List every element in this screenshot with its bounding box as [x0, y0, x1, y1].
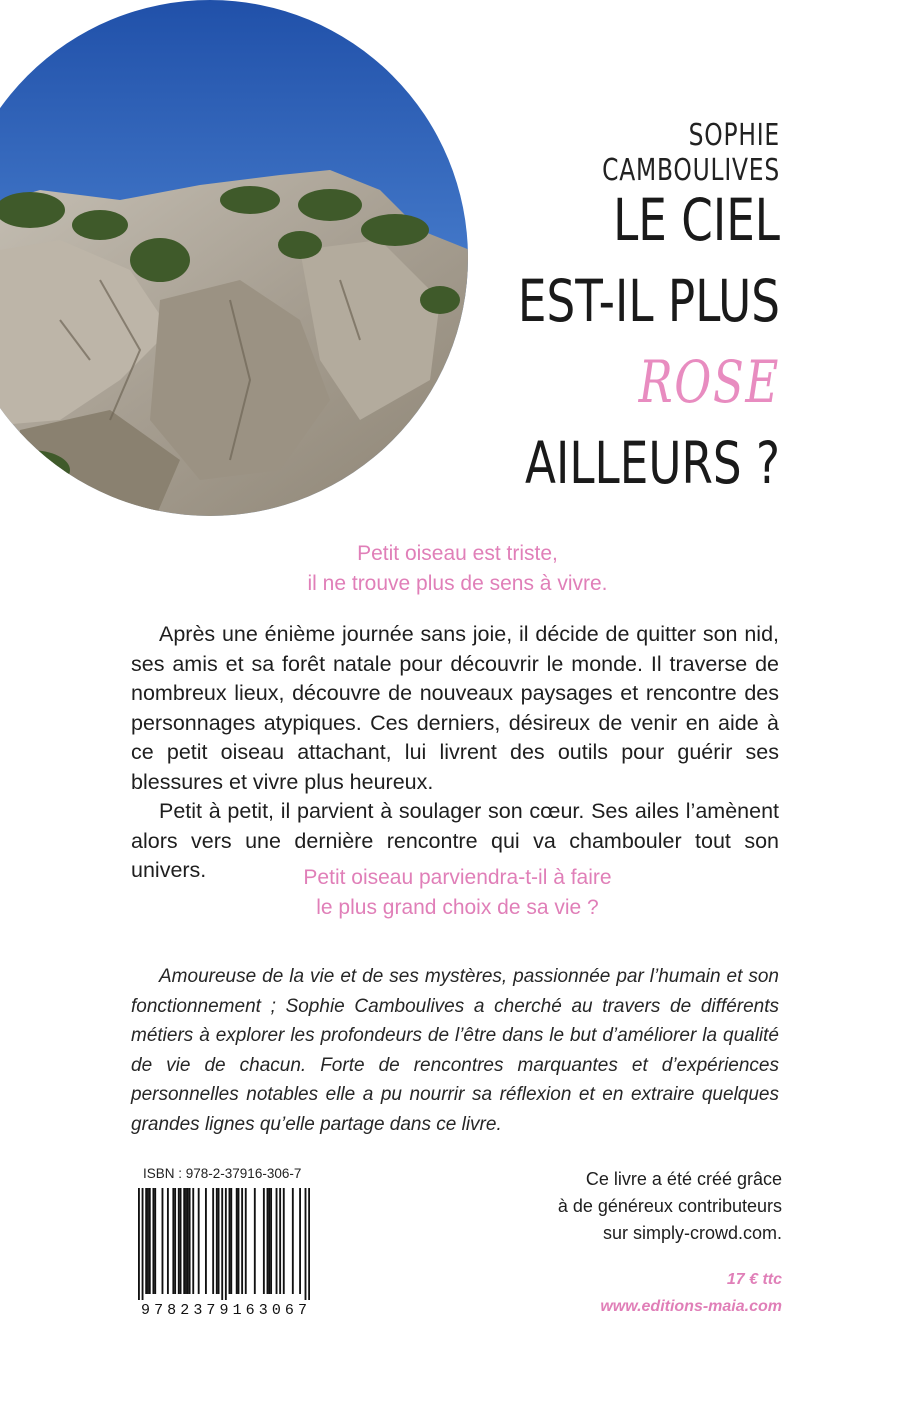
barcode-bar: [183, 1188, 185, 1294]
tagline-top-line-1: Petit oiseau est triste,: [357, 542, 558, 565]
summary: [131, 620, 779, 886]
barcode-bar: [167, 1188, 169, 1294]
credits-line-2: à de généreux contributeurs: [557, 1196, 782, 1216]
barcode: [138, 1188, 310, 1318]
barcode-bar: [283, 1188, 285, 1294]
barcode-bar: [276, 1188, 278, 1294]
barcode-bar: [254, 1188, 256, 1294]
tagline-top-line-2: il ne trouve plus de sens à vivre.: [307, 572, 608, 595]
barcode-bar: [225, 1188, 227, 1300]
barcode-bar: [205, 1188, 207, 1294]
barcode-bar: [192, 1188, 194, 1294]
barcode-bar: [292, 1188, 294, 1294]
barcode-bar: [216, 1188, 218, 1294]
barcode-bar: [245, 1188, 247, 1294]
barcode-bar: [154, 1188, 156, 1294]
barcode-bar: [152, 1188, 154, 1294]
credits-line-3: sur simply-crowd.com.: [602, 1223, 782, 1243]
barcode-bar: [221, 1188, 223, 1300]
isbn-label: ISBN : 978-2-37916-306-7: [143, 1166, 302, 1181]
barcode-bar: [180, 1188, 182, 1294]
barcode-bar: [212, 1188, 214, 1294]
title-line-3-rose: ROSE: [638, 348, 780, 416]
summary-paragraph-2: Petit à petit, il parvient à soulager son cœur. Ses ailes l’amènent alors vers une dernière rencontre qui va chambouler tout son univers.: [131, 799, 779, 882]
tagline-bottom-line-2: le plus grand choix de sa vie ?: [316, 896, 599, 919]
barcode-bar: [172, 1188, 174, 1294]
barcode-bar: [218, 1188, 220, 1294]
barcode-bar: [229, 1188, 231, 1294]
title-line-1: LE CIEL: [613, 186, 780, 254]
publisher-website: www.editions-maia.com: [600, 1298, 782, 1315]
barcode-digits: 9782379163067: [141, 1302, 307, 1318]
barcode-bar: [185, 1188, 187, 1294]
barcode-bar: [236, 1188, 238, 1294]
barcode-bar: [162, 1188, 164, 1294]
barcode-bar: [189, 1188, 191, 1294]
barcode-bar: [267, 1188, 269, 1294]
barcode-bar: [149, 1188, 151, 1294]
barcode-bar: [263, 1188, 265, 1294]
tagline-bottom: [0, 863, 915, 923]
author-bio: Amoureuse de la vie et de ses mystères, passionnée par l’humain et son fonctionnement ; Sophie Camboulives a cherché au travers de différents métiers à explorer les profondeurs de l’être dans le but d’améliorer la qualité de vie de chacun. Forte de rencontres marquantes et d’expériences personnelles notables elle a pu nourrir sa réflexion et en extraire quelques grandes lignes qu’elle partage dans ce livre.: [131, 966, 779, 1135]
book-title: [468, 180, 780, 504]
barcode-bar: [187, 1188, 189, 1294]
title-line-4: AILLEURS ?: [525, 429, 780, 497]
title-line-2: EST-IL PLUS: [517, 267, 780, 335]
credits-line-1: Ce livre a été créé grâce: [585, 1169, 782, 1189]
barcode-bar: [138, 1188, 140, 1300]
barcode-bar: [147, 1188, 149, 1294]
price-block: [480, 1266, 782, 1320]
barcode-bar: [241, 1188, 243, 1294]
barcode-bar: [145, 1188, 147, 1294]
barcode-bar: [174, 1188, 176, 1294]
price: 17 € ttc: [726, 1271, 782, 1288]
barcode-bar: [305, 1188, 307, 1300]
summary-paragraph-1: Après une énième journée sans joie, il décide de quitter son nid, ses amis et sa forêt natale pour découvrir le monde. Il traverse de nombreux lieux, découvre de nouveaux paysages et rencontre des personnages atypiques. Ces derniers, désireux de venir en aide à ce petit oiseau attachant, lui livrent des outils pour guérir ses blessures et vivre plus heureux.: [131, 622, 779, 794]
barcode-bar: [230, 1188, 232, 1294]
crowdfunding-credits: [480, 1166, 782, 1247]
barcode-bar: [270, 1188, 272, 1294]
barcode-bar: [142, 1188, 144, 1300]
barcode-bar: [308, 1188, 310, 1300]
mountain-photo: [0, 0, 470, 520]
author-name: SOPHIE CAMBOULIVES: [602, 118, 780, 188]
barcode-bar: [178, 1188, 180, 1294]
barcode-bar: [198, 1188, 200, 1294]
barcode-bar: [279, 1188, 281, 1294]
tagline-bottom-line-1: Petit oiseau parviendra-t-il à faire: [303, 866, 612, 889]
tagline-top: [0, 539, 915, 599]
barcode-bar: [299, 1188, 301, 1294]
barcode-bar: [238, 1188, 240, 1294]
barcode-bar: [268, 1188, 270, 1294]
